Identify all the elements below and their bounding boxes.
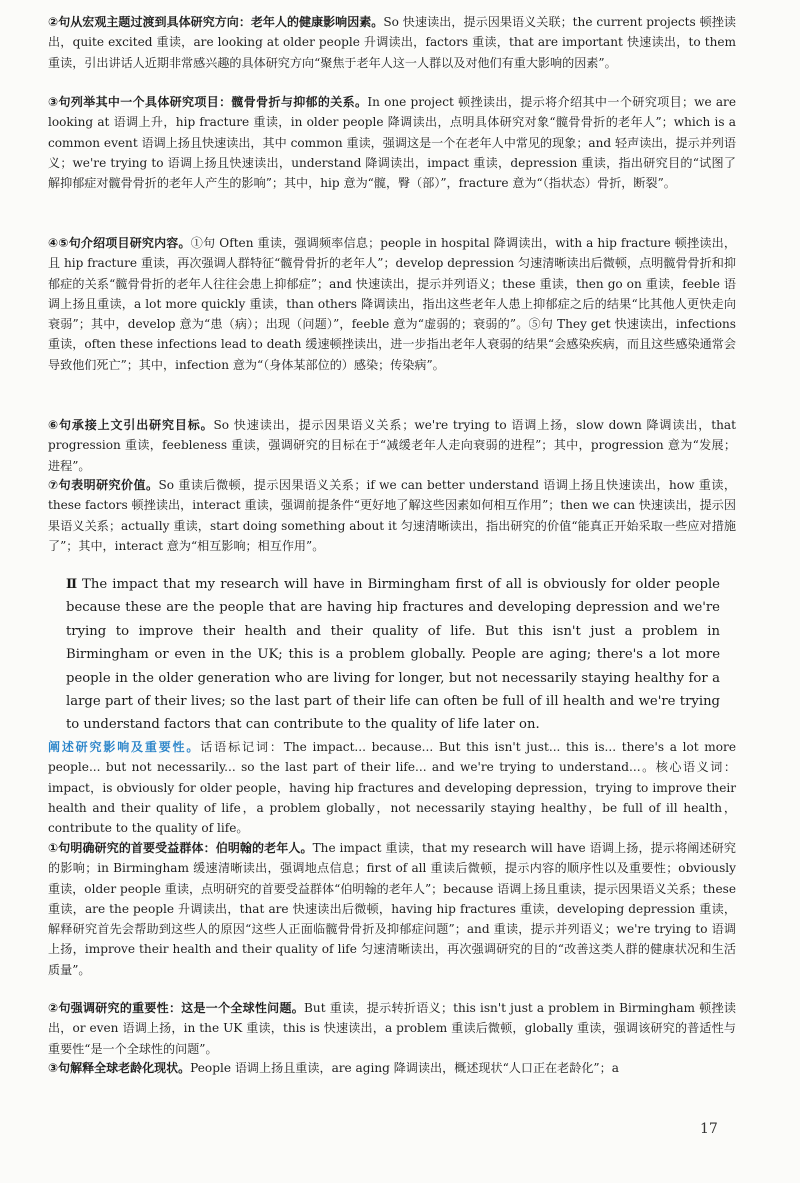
analysis-heading: ③句列举其中一个具体研究项目：髋骨骨折与抑郁的关系。	[48, 95, 368, 109]
analysis-body: So 快速读出，提示因果语义关系；we're trying to 语调上扬，slow down 降调读出，that progression 重读，feebleness 重读，强调研究的目标在于“减缓老年人走向衰弱的进程”；其中，progression 意为“发展；进程”。	[48, 418, 736, 473]
analysis-heading: ①句明确研究的首要受益群体：伯明翰的老年人。	[48, 841, 313, 855]
analysis-body: But 重读，提示转折语义；this isn't just a problem in Birmingham 顿挫读出，or even 语调上扬，in the UK 重读，this is 快速读出，a problem 重读后微顿，globally 重读，强调该研究的普适性与重要性“是一个全球性的问题”。	[48, 1001, 736, 1056]
analysis-body: The impact 重读，that my research will have 语调上扬，提示将阐述研究的影响；in Birmingham 缓速清晰读出，强调地点信息；first of all 重读后微顿，提示内容的顺序性以及重要性；obviously 重读，older people 重读，点明研究的首要受益群体“伯明翰的老年人”；because 语调上扬且重读，提示因果语义关系；these 重读，are the people 升调读出，that are 快速读出后微顿，having hip fractures 重读，developing depression 重读，解释研究首先会帮助到这些人的原因“这些人正面临髋骨骨折及抑郁症问题”；and 重读，提示并列语义；we're trying to 语调上扬，improve their health and their quality of life 匀速清晰读出，再次强调研究的目的“改善这类人群的健康状况和生活质量”。	[48, 841, 736, 977]
analysis-paragraph-7	[48, 475, 736, 556]
analysis-heading: ⑦句表明研究价值。	[48, 478, 159, 492]
analysis-heading: ⑥句承接上文引出研究目标。	[48, 418, 214, 432]
analysis-paragraph-3	[48, 92, 736, 193]
analysis-sentence-2	[48, 998, 736, 1059]
page-number: 17	[700, 1121, 718, 1137]
analysis-sentence-1	[48, 838, 736, 980]
analysis-body: 话语标记词：The impact... because... But this isn't just... this is... there's a lot more people... but not necessarily... so the last part of their life... and we're trying to understand...。核心语义词：impact，is obviously for older people，having hip fractures and developing depression，trying to improve their health and their quality of life，a problem globally，not necessarily staying healthy，be full of ill health，contribute to the quality of life。	[48, 740, 736, 836]
passage-text: The impact that my research will have in Birmingham first of all is obviously for older people because these are the people that are having hip fractures and developing depression and we're trying to improve their health and their quality of life. But this isn't just a problem in Birmingham or even in the UK; this is a problem globally. People are aging; there's a lot more people in the older generation who are living for longer, but not necessarily staying healthy for a large part of their lives; so the last part of their life can often be full of ill health and we're trying to understand factors that can contribute to the quality of life later on.	[66, 577, 720, 733]
analysis-heading: ②句强调研究的重要性：这是一个全球性问题。	[48, 1001, 305, 1015]
analysis-heading: ④⑤句介绍项目研究内容。	[48, 236, 191, 250]
analysis-body: ①句 Often 重读，强调频率信息；people in hospital 降调读出，with a hip fracture 顿挫读出，且 hip fracture 重读，再次强调人群特征“髋骨骨折的老年人”；develop depression 匀速清晰读出后微顿，点明髋骨骨折和抑郁症的关系“髋骨骨折的老年人往往会患上抑郁症”；and 快速读出，提示并列语义；these 重读，then go on 重读，feeble 语调上扬且重读，a lot more quickly 重读，than others 降调读出，指出这些老年人患上抑郁症之后的结果“比其他人更快走向衰弱”；其中，develop 意为“患（病）；出现（问题）”，feeble 意为“虚弱的；衰弱的”。⑤句 They get 快速读出，infections 重读，often these infections lead to death 缓速顿挫读出，进一步指出老年人衰弱的结果“会感染疾病，而且这些感染通常会导致他们死亡”；其中，infection 意为“（身体某部位的）感染；传染病”。	[48, 236, 736, 372]
analysis-paragraph-2	[48, 12, 736, 73]
listening-passage-2	[66, 573, 720, 737]
section-numeral: Ⅱ	[66, 577, 79, 592]
section-overview	[48, 737, 736, 838]
analysis-heading: ②句从宏观主题过渡到具体研究方向：老年人的健康影响因素。	[48, 15, 384, 29]
analysis-body: In one project 顿挫读出，提示将介绍其中一个研究项目；we are looking at 语调上升，hip fracture 重读，in older people 降调读出，点明具体研究对象“髋骨骨折的老年人”；which is a common event 语调上扬且快速读出，其中 common 重读，强调这是一个在老年人中常见的现象；and 轻声读出，提示并列语义；we're trying to 语调上扬且快速读出，understand 降调读出，impact 重读，depression 重读，指出研究目的“试图了解抑郁症对髋骨骨折的老年人产生的影响”；其中，hip 意为“髋，臀（部）”，fracture 意为“（指状态）骨折，断裂”。	[48, 95, 736, 191]
analysis-sentence-3	[48, 1058, 736, 1078]
analysis-body: People 语调上扬且重读，are aging 降调读出，概述现状“人口正在老龄化”；a	[190, 1061, 619, 1075]
analysis-body: So 重读后微顿，提示因果语义关系；if we can better understand 语调上扬且快速读出，how 重读，these factors 顿挫读出，interact 重读，强调前提条件“更好地了解这些因素如何相互作用”；then we can 快速读出，提示因果语义关系；actually 重读，start doing something about it 匀速清晰读出，指出研究的价值“能真正开始采取一些应对措施了”；其中，interact 意为“相互影响；相互作用”。	[48, 478, 736, 553]
analysis-paragraph-4-5	[48, 233, 736, 375]
analysis-body: So 快速读出，提示因果语义关联；the current projects 顿挫读出，quite excited 重读，are looking at older people 升调读出，factors 重读，that are important 快速读出，to them 重读，引出讲话人近期非常感兴趣的具体研究方向“聚焦于老年人这一人群以及对他们有重大影响的因素”。	[48, 15, 736, 70]
analysis-heading: ③句解释全球老龄化现状。	[48, 1061, 191, 1075]
analysis-paragraph-6	[48, 415, 736, 476]
section-heading: 阐述研究影响及重要性。	[48, 740, 201, 754]
